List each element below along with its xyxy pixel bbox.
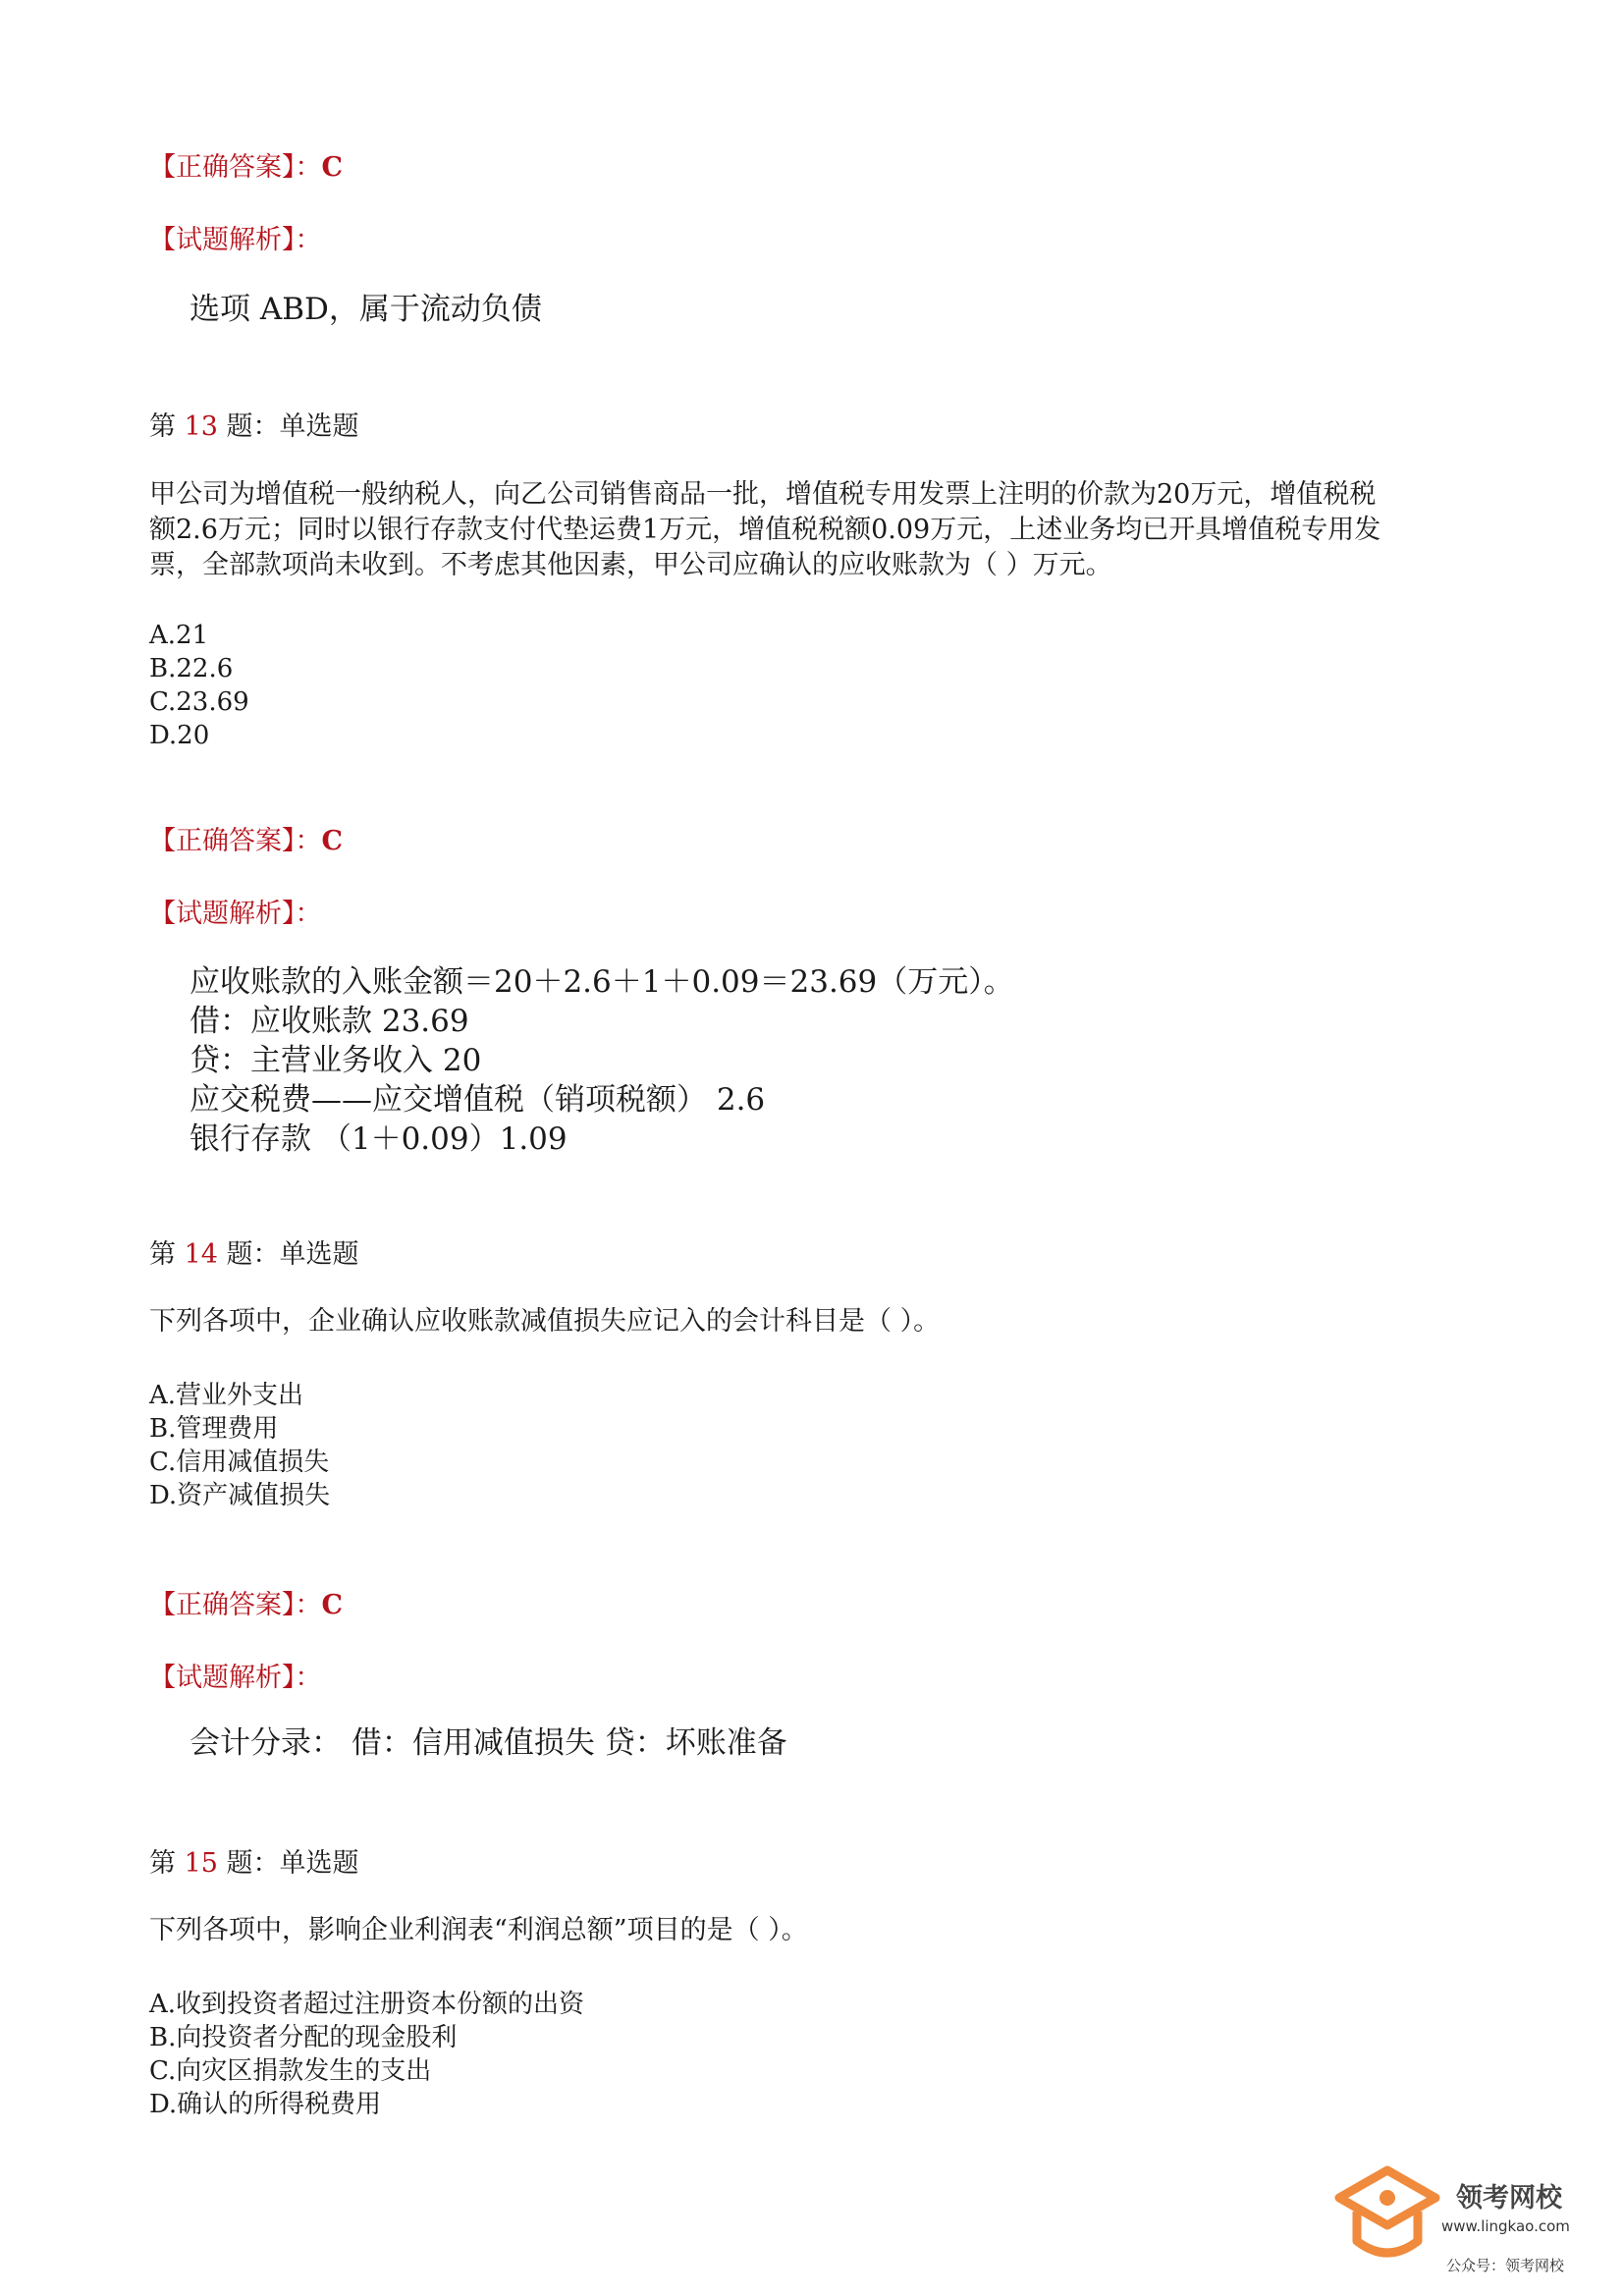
question-15-options	[149, 1988, 584, 2121]
q13-analysis	[189, 962, 1014, 1159]
question-prefix: 第	[149, 1848, 185, 1879]
q13-analysis-label: 【试题解析】：	[149, 899, 322, 929]
option-b: B.管理费用	[149, 1414, 279, 1444]
question-type: 题：单选题	[217, 1848, 359, 1879]
q14-analysis-label: 【试题解析】：	[149, 1663, 322, 1693]
question-prefix: 第	[149, 1239, 185, 1270]
option-d: D.确认的所得税费用	[149, 2090, 382, 2119]
q13-answer	[149, 819, 343, 857]
question-number: 14	[184, 1239, 218, 1270]
question-15-stem: 下列各项中，影响企业利润表“利润总额”项目的是（ ）。	[149, 1915, 808, 1945]
graduation-cap-icon	[1333, 2162, 1441, 2270]
question-14-stem: 下列各项中，企业确认应收账款减值损失应记入的会计科目是（ ）。	[149, 1306, 941, 1337]
answer-label: 【正确答案】：	[149, 826, 322, 856]
q14-answer	[149, 1583, 343, 1621]
answer-value: C	[321, 152, 343, 183]
question-14-options	[149, 1379, 330, 1512]
question-number: 15	[184, 1848, 218, 1879]
analysis-line: 借：应收账款 23.69	[189, 1004, 469, 1039]
answer-label: 【正确答案】：	[149, 152, 322, 183]
analysis-line: 应收账款的入账金额＝20＋2.6＋1＋0.09＝23.69（万元）。	[189, 964, 1014, 1000]
brand-url: www.lingkao.com	[1441, 2217, 1570, 2235]
brand-name: 领考网校	[1456, 2183, 1562, 2214]
answer-label: 【正确答案】：	[149, 1590, 322, 1620]
answer-value: C	[321, 1590, 343, 1620]
question-number: 13	[184, 411, 218, 442]
option-b: B.向投资者分配的现金股利	[149, 2023, 458, 2052]
question-13-options	[149, 619, 249, 752]
question-13-header	[149, 405, 359, 443]
q12-answer	[149, 145, 343, 184]
question-14-header	[149, 1232, 359, 1271]
analysis-line: 贷：主营业务收入 20	[189, 1043, 482, 1078]
option-d: D.资产减值损失	[149, 1481, 331, 1510]
question-type: 题：单选题	[217, 1239, 359, 1270]
option-b: B.22.6	[149, 654, 234, 683]
footer-logo	[1333, 2159, 1589, 2286]
analysis-line: 应交税费——应交增值税（销项税额） 2.6	[189, 1082, 766, 1118]
option-c: C.信用减值损失	[149, 1448, 330, 1477]
stem-line: 票，全部款项尚未收到。不考虑其他因素，甲公司应确认的应收账款为（ ）万元。	[149, 550, 1112, 580]
q12-analysis-label: 【试题解析】：	[149, 225, 322, 255]
option-a: A.收到投资者超过注册资本份额的出资	[149, 1990, 585, 2019]
answer-value: C	[321, 826, 343, 856]
option-a: A.营业外支出	[149, 1381, 304, 1410]
q12-analysis-line: 选项 ABD，属于流动负债	[189, 292, 542, 327]
option-d: D.20	[149, 721, 210, 750]
stem-line: 甲公司为增值税一般纳税人，向乙公司销售商品一批，增值税专用发票上注明的价款为20万元，增值税税	[149, 479, 1377, 510]
option-c: C.23.69	[149, 687, 249, 717]
question-15-header	[149, 1841, 359, 1880]
analysis-line: 银行存款 （1＋0.09）1.09	[189, 1121, 568, 1157]
stem-line: 额2.6万元；同时以银行存款支付代垫运费1万元，增值税税额0.09万元，上述业务均已开具增值税专用发	[149, 515, 1381, 545]
question-type: 题：单选题	[217, 411, 359, 442]
option-c: C.向灾区捐款发生的支出	[149, 2056, 432, 2086]
question-prefix: 第	[149, 411, 185, 442]
question-13-stem	[149, 477, 1380, 583]
q14-analysis-line: 会计分录： 借：信用减值损失 贷：坏账准备	[189, 1725, 787, 1761]
brand-wechat: 公众号：领考网校	[1446, 2257, 1565, 2274]
option-a: A.21	[149, 621, 209, 650]
